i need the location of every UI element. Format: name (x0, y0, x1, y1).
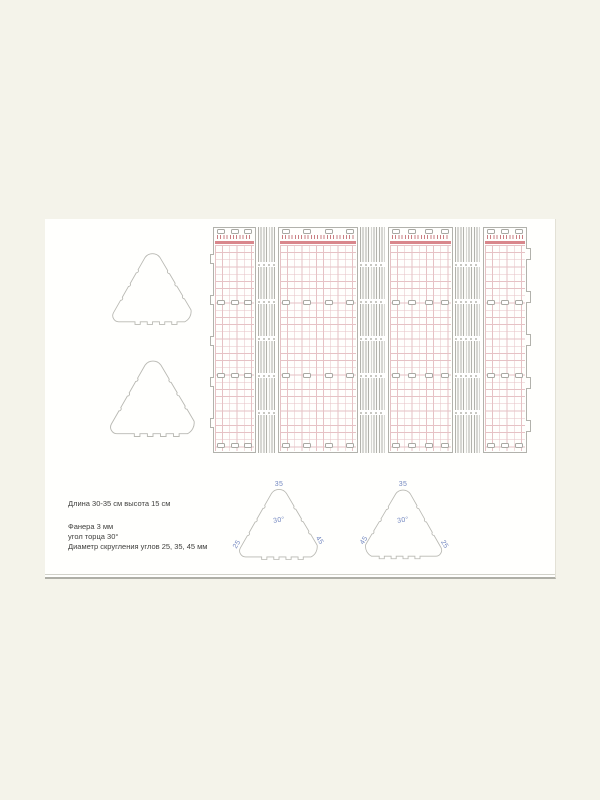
tick-marks (487, 235, 523, 239)
slot-hole (325, 373, 333, 378)
slot-row (487, 229, 523, 234)
slot-hole (231, 300, 239, 305)
slot-hole (515, 300, 523, 305)
triangle-outline (97, 346, 209, 443)
hinge-gap (455, 262, 480, 267)
slot-row (392, 229, 449, 234)
slot-hole (441, 373, 449, 378)
edge-tab (526, 420, 531, 432)
slot-row (282, 300, 354, 305)
radius-label-top: 35 (398, 481, 408, 488)
edge-tab (526, 377, 531, 389)
grid-panel-2 (278, 227, 358, 453)
slot-hole (441, 229, 449, 234)
slot-hole (303, 229, 311, 234)
angle-label: 30° (272, 516, 286, 525)
living-hinge-strip-3 (455, 227, 480, 453)
hinge-gap (360, 373, 385, 378)
slot-hole (244, 443, 252, 448)
slot-hole (487, 300, 495, 305)
triangle-outline (100, 240, 205, 330)
tick-marks (282, 235, 354, 239)
slot-row (282, 229, 354, 234)
hinge-gap (455, 410, 480, 415)
hinged-panel-layout (211, 227, 535, 453)
slot-hole (231, 373, 239, 378)
hinge-gap (360, 336, 385, 341)
slot-hole (244, 229, 252, 234)
slot-hole (346, 229, 354, 234)
hinge-gap (258, 373, 275, 378)
slot-hole (244, 300, 252, 305)
slot-hole (231, 229, 239, 234)
note-corner-radii: Диаметр скругления углов 25, 35, 45 мм (68, 542, 208, 551)
living-hinge-strip-1 (258, 227, 275, 453)
slot-hole (515, 443, 523, 448)
edge-tab (526, 291, 531, 303)
slot-row (282, 443, 354, 448)
note-end-angle: угол торца 30° (68, 532, 119, 541)
slot-row (217, 443, 252, 448)
slot-hole (325, 229, 333, 234)
slot-hole (501, 443, 509, 448)
note-material: Фанера 3 мм (68, 522, 114, 531)
edge-notch (210, 254, 214, 264)
edge-notch (210, 418, 214, 428)
hinge-gap (258, 262, 275, 267)
slot-hole (244, 373, 252, 378)
edge-notch (210, 336, 214, 346)
slot-row (487, 300, 523, 305)
hinge-gap (360, 262, 385, 267)
pink-grid (485, 245, 525, 451)
hinge-gap (258, 299, 275, 304)
radius-label-top: 35 (274, 481, 284, 488)
edge-notch (210, 295, 214, 305)
end-triangle-top-1 (100, 240, 205, 330)
slot-hole (392, 300, 400, 305)
edge-tab (526, 334, 531, 346)
slot-hole (425, 443, 433, 448)
pink-grid (390, 245, 451, 451)
hinge-gap (360, 410, 385, 415)
radius-label-left-corner: 45 (358, 535, 370, 546)
slot-hole (282, 300, 290, 305)
hinge-gap (258, 410, 275, 415)
slot-row (392, 300, 449, 305)
hinge-gap (258, 336, 275, 341)
tick-marks (392, 235, 449, 239)
pink-grid (280, 245, 356, 451)
grid-panel-4 (483, 227, 527, 453)
grid-panel-1 (213, 227, 256, 453)
slot-hole (408, 373, 416, 378)
slot-hole (425, 300, 433, 305)
slot-hole (346, 443, 354, 448)
slot-hole (501, 229, 509, 234)
slot-hole (392, 373, 400, 378)
end-triangle-top-2 (97, 346, 209, 443)
slot-hole (217, 300, 225, 305)
angle-label: 30° (396, 516, 410, 525)
hinge-gap (360, 299, 385, 304)
hinge-gap (455, 373, 480, 378)
edge-notch (210, 377, 214, 387)
slot-hole (487, 229, 495, 234)
living-hinge-strip-2 (360, 227, 385, 453)
slot-hole (217, 373, 225, 378)
tick-marks (217, 235, 252, 239)
slot-hole (487, 373, 495, 378)
pink-grid (215, 245, 254, 451)
slot-hole (487, 443, 495, 448)
end-triangle-bottom-left (227, 471, 331, 570)
slot-hole (303, 300, 311, 305)
sheet-bottom-edge (45, 574, 555, 575)
red-band (215, 241, 254, 244)
slot-hole (346, 373, 354, 378)
slot-hole (425, 229, 433, 234)
slot-hole (217, 229, 225, 234)
radius-label-right-corner: 45 (313, 535, 325, 546)
slot-row (282, 373, 354, 378)
slot-hole (441, 443, 449, 448)
slot-hole (325, 443, 333, 448)
slot-row (217, 300, 252, 305)
slot-hole (217, 443, 225, 448)
slot-hole (515, 373, 523, 378)
cut-plan-sheet (45, 219, 556, 579)
slot-hole (392, 229, 400, 234)
slot-hole (231, 443, 239, 448)
slot-row (487, 373, 523, 378)
slot-row (217, 229, 252, 234)
slot-hole (515, 229, 523, 234)
slot-hole (303, 443, 311, 448)
red-band (390, 241, 451, 244)
red-band (485, 241, 525, 244)
hinge-gap (455, 336, 480, 341)
slot-row (392, 373, 449, 378)
slot-hole (408, 229, 416, 234)
radius-label-right-corner: 25 (438, 539, 449, 550)
slot-hole (501, 300, 509, 305)
slot-hole (282, 229, 290, 234)
slot-hole (282, 443, 290, 448)
slot-hole (408, 300, 416, 305)
red-band (280, 241, 356, 244)
slot-hole (392, 443, 400, 448)
slot-row (392, 443, 449, 448)
grid-panel-3 (388, 227, 453, 453)
slot-row (217, 373, 252, 378)
slot-hole (501, 373, 509, 378)
slot-row (487, 443, 523, 448)
slot-hole (346, 300, 354, 305)
slot-hole (425, 373, 433, 378)
note-dimensions: Длина 30-35 см высота 15 см (68, 499, 171, 508)
slot-hole (408, 443, 416, 448)
edge-tab (526, 248, 531, 260)
slot-hole (282, 373, 290, 378)
slot-hole (325, 300, 333, 305)
slot-hole (441, 300, 449, 305)
radius-label-left-corner: 25 (232, 539, 243, 550)
slot-hole (303, 373, 311, 378)
hinge-gap (455, 299, 480, 304)
end-triangle-bottom-right (352, 471, 454, 570)
